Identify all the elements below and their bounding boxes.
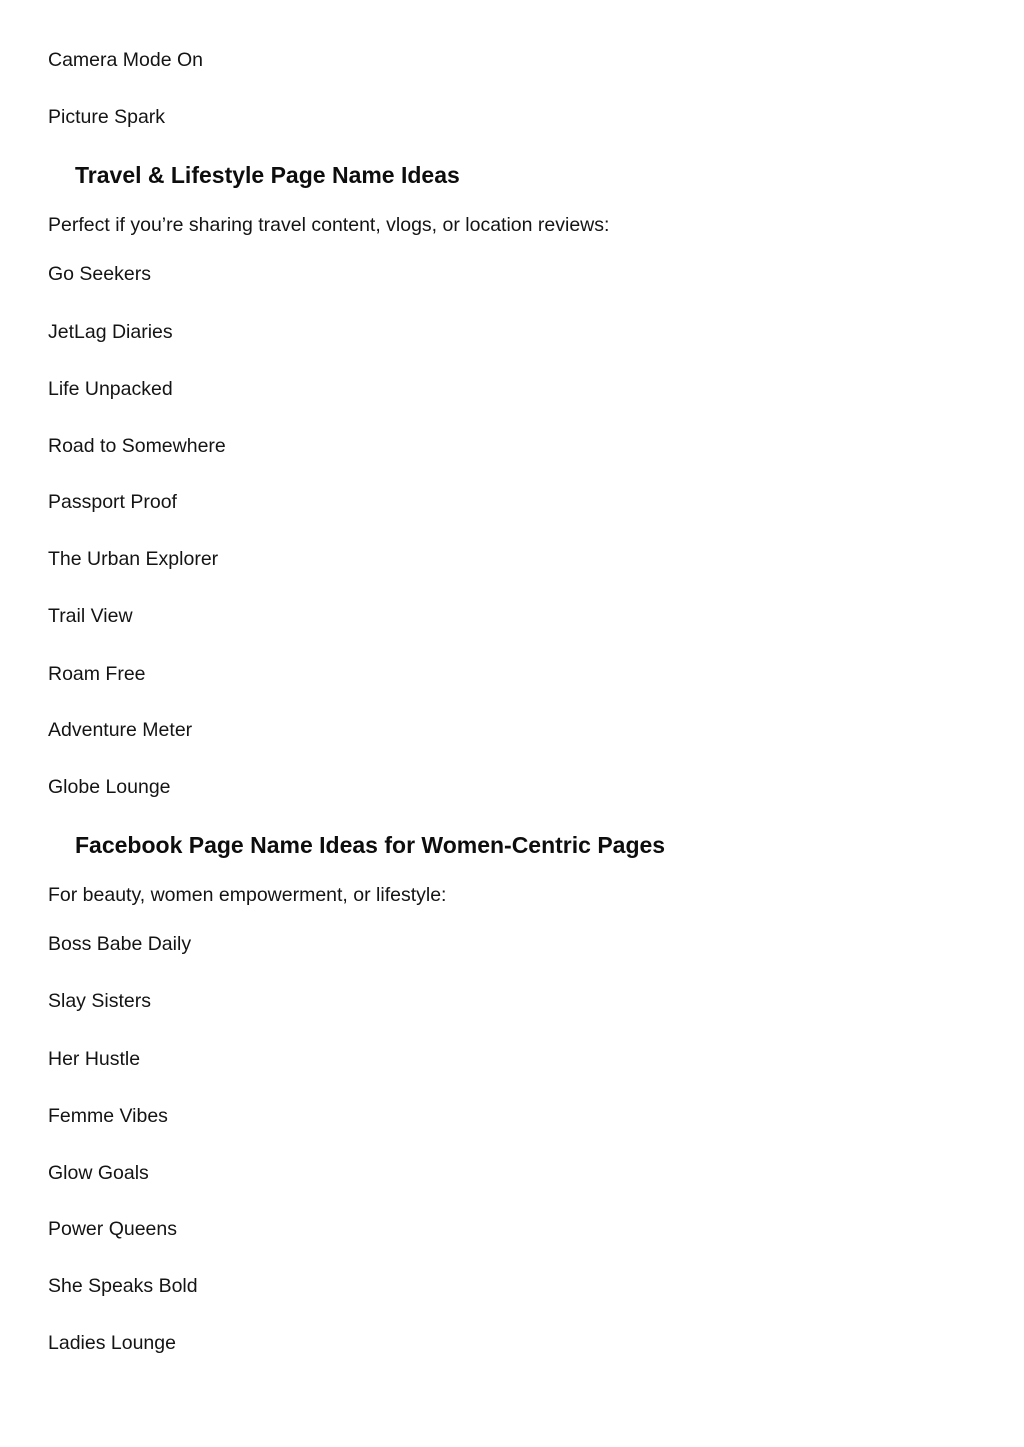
list-item: Picture Spark [48, 106, 166, 128]
section-intro-women: For beauty, women empowerment, or lifestyle: [48, 884, 447, 906]
section-intro-travel: Perfect if you’re sharing travel content, vlogs, or location reviews: [48, 214, 610, 236]
list-item: Slay Sisters [48, 990, 151, 1012]
list-item: Life Unpacked [48, 378, 173, 400]
list-item: Power Queens [48, 1218, 177, 1240]
list-item: Go Seekers [48, 263, 151, 285]
list-item: The Urban Explorer [48, 548, 219, 570]
list-item: Globe Lounge [48, 776, 171, 798]
list-item: Trail View [48, 605, 133, 627]
section-heading-travel: Travel & Lifestyle Page Name Ideas [75, 162, 460, 188]
list-item: Roam Free [48, 663, 146, 685]
list-item: Her Hustle [48, 1048, 141, 1070]
list-item: JetLag Diaries [48, 321, 173, 343]
list-item: Boss Babe Daily [48, 933, 192, 955]
list-item: Passport Proof [48, 491, 177, 513]
list-item: She Speaks Bold [48, 1275, 198, 1297]
list-item: Camera Mode On [48, 49, 203, 71]
list-item: Glow Goals [48, 1162, 149, 1184]
list-item: Road to Somewhere [48, 435, 226, 457]
section-heading-women: Facebook Page Name Ideas for Women-Centric Pages [75, 832, 666, 858]
list-item: Femme Vibes [48, 1105, 168, 1127]
list-item: Adventure Meter [48, 719, 193, 741]
list-item: Ladies Lounge [48, 1332, 176, 1354]
